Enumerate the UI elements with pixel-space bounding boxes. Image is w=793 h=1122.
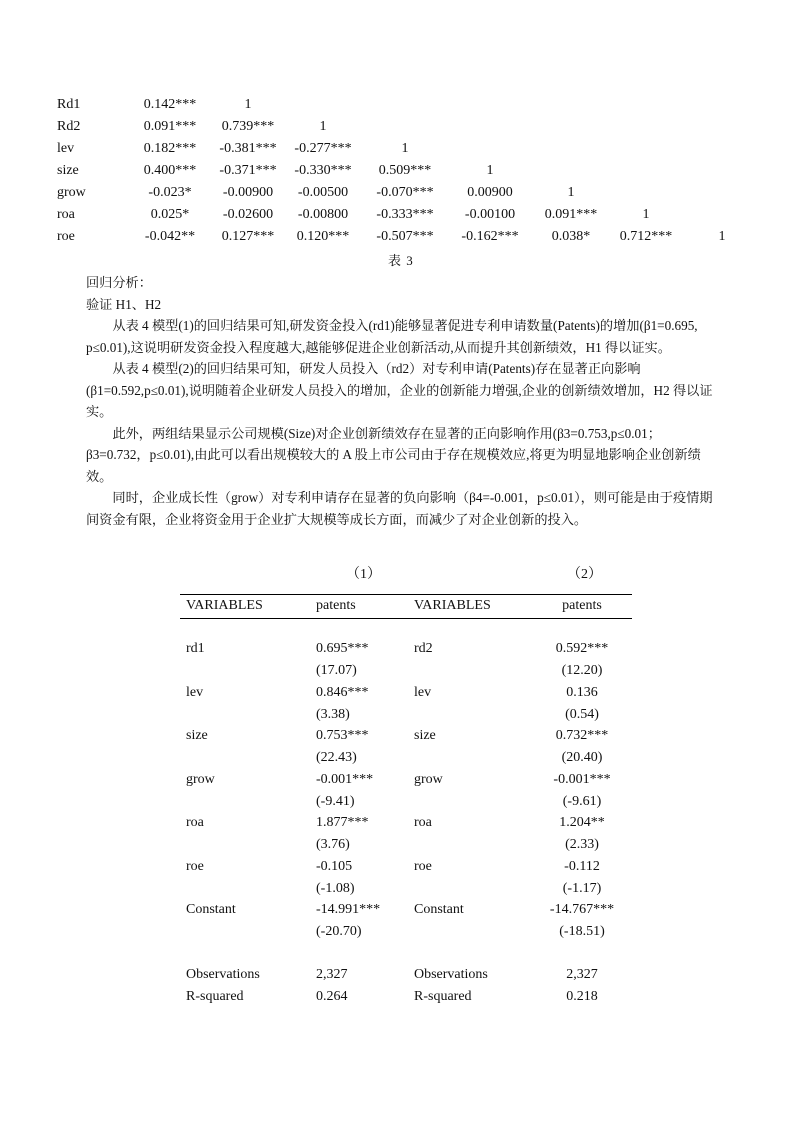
reg-tstat: (-1.08): [316, 880, 355, 896]
reg-coefficient: 0.732***: [555, 728, 609, 743]
header-variables-2: VARIABLES: [414, 598, 491, 613]
reg-coefficient: 0.695***: [316, 641, 369, 656]
reg-footer-label: R-squared: [186, 989, 244, 1004]
header-patents-2: patents: [562, 598, 602, 613]
corr-row-label: grow: [57, 185, 86, 200]
paragraph-h1: 从表 4 模型(1)的回归结果可知,研发资金投入(rd1)能够显著促进专利申请数量(Patents)的增加(β1=0.695, p≤0.01),这说明研发资金投入程度越大,越能够促进企业创新活动,从而提升其创新绩效，H1 得以证实。: [86, 318, 698, 355]
corr-cell: -0.00100: [464, 207, 516, 222]
corr-row-label: size: [57, 163, 79, 178]
corr-cell: 0.712***: [619, 229, 673, 244]
corr-cell: -0.330***: [294, 163, 352, 178]
reg-variable: lev: [414, 684, 432, 700]
corr-cell: 0.509***: [378, 163, 432, 178]
reg-variable: grow: [186, 771, 215, 787]
reg-tstat: (0.54): [565, 706, 599, 722]
corr-cell: 1: [244, 97, 252, 112]
reg-coefficient: -0.001***: [553, 771, 611, 787]
corr-cell: -0.070***: [376, 185, 434, 200]
reg-footer-label: Observations: [414, 967, 488, 982]
reg-coefficient: -14.767***: [549, 902, 615, 917]
corr-cell: -0.162***: [461, 229, 519, 244]
reg-variable: grow: [414, 771, 443, 787]
paragraph-h2: 从表 4 模型(2)的回归结果可知，研发人员投入（rd2）对专利申请(Patents)存在显著正向影响(β1=0.592,p≤0.01),说明随着企业研发人员投入的增加，企业的创新能力增强,企业的创新绩效增加，H2 得以证实。: [86, 361, 713, 419]
regression-analysis-text: [86, 272, 716, 530]
reg-tstat: (-9.61): [562, 793, 602, 809]
reg-footer-value: 0.264: [316, 989, 348, 1004]
reg-tstat: (-18.51): [559, 924, 605, 939]
reg-tstat: (12.20): [561, 663, 603, 678]
reg-footer-value: 2,327: [566, 967, 598, 982]
reg-coefficient: -14.991***: [316, 902, 381, 917]
corr-cell: -0.507***: [376, 229, 434, 244]
corr-cell: -0.00800: [297, 207, 349, 222]
corr-cell: 0.400***: [143, 163, 197, 178]
corr-row-label: roa: [57, 207, 75, 222]
corr-cell: 1: [319, 119, 327, 134]
reg-footer-value: 2,327: [316, 967, 348, 982]
reg-coefficient: 1.204**: [559, 815, 605, 830]
reg-coefficient: 0.592***: [555, 641, 609, 656]
table-top-rule: [180, 594, 632, 595]
reg-coefficient: 0.753***: [316, 728, 369, 743]
reg-footer-label: Observations: [186, 967, 260, 982]
reg-variable: roe: [186, 858, 204, 874]
reg-coefficient: -0.105: [316, 858, 353, 874]
corr-row-label: roe: [57, 229, 75, 244]
reg-coefficient: -0.112: [564, 858, 600, 874]
corr-cell: 1: [642, 207, 650, 222]
corr-cell: 0.182***: [143, 141, 197, 156]
corr-cell: 0.120***: [296, 229, 350, 244]
reg-variable: rd2: [414, 641, 433, 656]
corr-cell: -0.023*: [148, 185, 192, 200]
reg-footer-label: R-squared: [414, 989, 472, 1004]
reg-variable: Constant: [186, 902, 236, 917]
reg-coefficient: 1.877***: [316, 815, 369, 830]
reg-tstat: (-20.70): [316, 924, 362, 939]
corr-cell: -0.277***: [294, 141, 352, 156]
corr-row-label: Rd1: [57, 97, 81, 112]
header-patents-1: patents: [316, 598, 356, 613]
reg-tstat: (17.07): [316, 663, 357, 678]
reg-tstat: (20.40): [561, 750, 603, 765]
reg-tstat: (3.76): [316, 837, 350, 852]
paragraph-grow: 同时，企业成长性（grow）对专利申请存在显著的负向影响（β4=-0.001，p≤0.01），则可能是由于疫情期间资金有限，企业将资金用于企业扩大规模等成长方面，而减少了对企业创新的投入。: [86, 490, 713, 527]
reg-footer-value: 0.218: [566, 989, 598, 1004]
corr-cell: -0.042**: [144, 229, 196, 244]
corr-cell: -0.371***: [219, 163, 277, 178]
corr-cell: 1: [401, 141, 409, 156]
header-variables-1: VARIABLES: [186, 598, 263, 613]
reg-variable: size: [186, 728, 208, 743]
corr-cell: -0.381***: [219, 141, 277, 156]
reg-variable: roa: [414, 815, 432, 830]
reg-variable: Constant: [414, 902, 464, 917]
corr-cell: 1: [486, 163, 494, 178]
header-rule: [180, 618, 632, 619]
reg-tstat: (-1.17): [562, 880, 602, 896]
reg-variable: roe: [414, 858, 432, 874]
corr-row-label: lev: [57, 141, 75, 156]
corr-cell: -0.00500: [297, 185, 349, 200]
reg-variable: size: [414, 728, 436, 743]
corr-cell: -0.333***: [376, 207, 434, 222]
corr-cell: -0.00900: [222, 185, 274, 200]
reg-tstat: (2.33): [565, 837, 599, 852]
reg-tstat: (3.38): [316, 706, 350, 722]
corr-cell: 1: [567, 185, 575, 200]
reg-variable: roa: [186, 815, 204, 830]
subsection-heading: 验证 H1、H2: [86, 296, 162, 312]
corr-cell: 0.091***: [544, 207, 598, 222]
corr-cell: 0.091***: [143, 119, 197, 134]
reg-coefficient: -0.001***: [316, 771, 374, 787]
corr-cell: 0.127***: [221, 229, 275, 244]
model-1-label: （1）: [346, 567, 381, 582]
corr-cell: 0.142***: [143, 97, 197, 112]
corr-cell: 0.038*: [551, 229, 591, 244]
corr-cell: 1: [718, 229, 726, 244]
reg-variable: rd1: [186, 641, 205, 656]
corr-cell: 0.739***: [221, 119, 275, 134]
reg-coefficient: 0.846***: [316, 684, 369, 700]
section-heading: 回归分析：: [86, 275, 152, 290]
corr-cell: 0.025*: [150, 207, 190, 222]
table-caption: 表 3: [388, 253, 414, 268]
reg-variable: lev: [186, 684, 204, 700]
reg-tstat: (-9.41): [316, 793, 355, 809]
reg-tstat: (22.43): [316, 750, 357, 765]
model-2-label: （2）: [567, 567, 602, 582]
corr-cell: -0.02600: [222, 207, 274, 222]
reg-coefficient: 0.136: [566, 684, 598, 700]
corr-row-label: Rd2: [57, 119, 81, 134]
corr-cell: 0.00900: [467, 185, 513, 200]
paragraph-size: 此外，两组结果显示公司规模(Size)对企业创新绩效存在显著的正向影响作用(β3=0.753,p≤0.01；β3=0.732，p≤0.01),由此可以看出规模较大的 A 股上市公司由于存在规模效应,将更为明显地影响企业创新绩效。: [86, 425, 701, 484]
